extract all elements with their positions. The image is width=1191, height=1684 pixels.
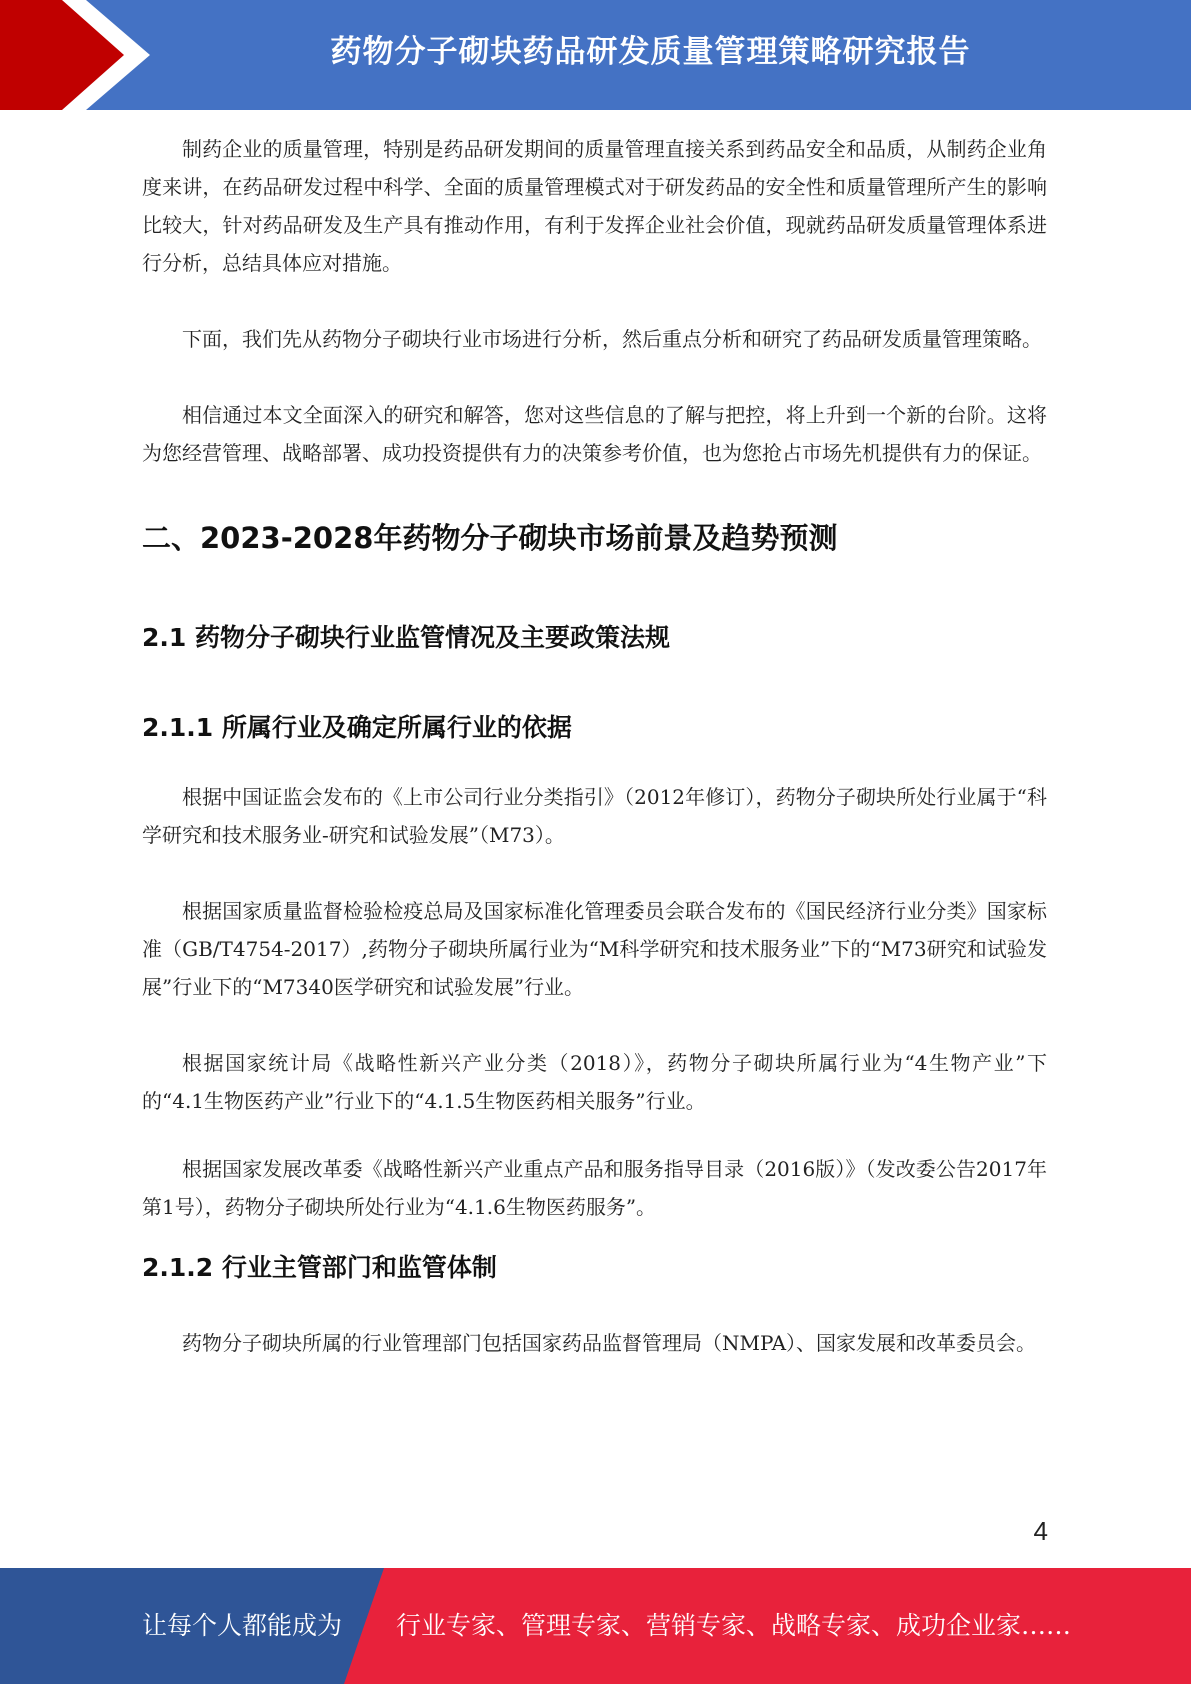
body-paragraph: 根据国家统计局《战略性新兴产业分类（2018）》，药物分子砌块所属行业为“4生物产业”下的“4.1生物医药产业”行业下的“4.1.5生物医药相关服务”行业。 <box>142 1051 1047 1113</box>
page-number: 4 <box>1033 1516 1048 1546</box>
header-chevron-accent <box>0 0 160 110</box>
intro-paragraph: 相信通过本文全面深入的研究和解答，您对这些信息的了解与把控，将上升到一个新的台阶。这将为您经营管理、战略部署、成功投资提供有力的决策参考价值，也为您抢占市场先机提供有力的保证。 <box>142 403 1047 465</box>
report-header <box>0 0 1191 110</box>
footer-slogan-left: 让每个人都能成为 <box>142 1611 343 1640</box>
body-paragraph: 根据国家质量监督检验检疫总局及国家标准化管理委员会联合发布的《国民经济行业分类》国家标准（GB/T4754-2017）,药物分子砌块所属行业为“M科学研究和技术服务业”下的“M73研究和试验发展”行业下的“M7340医学研究和试验发展”行业。 <box>142 899 1047 999</box>
section-heading: 二、2023-2028年药物分子砌块市场前景及趋势预测 <box>142 521 838 555</box>
subsubsection-heading: 2.1.1 所属行业及确定所属行业的依据 <box>142 713 572 742</box>
intro-paragraph: 下面，我们先从药物分子砌块行业市场进行分析，然后重点分析和研究了药品研发质量管理策略。 <box>182 327 1042 351</box>
body-paragraph: 根据中国证监会发布的《上市公司行业分类指引》（2012年修订），药物分子砌块所处行业属于“科学研究和技术服务业-研究和试验发展”（M73）。 <box>142 785 1047 847</box>
intro-paragraph: 制药企业的质量管理，特别是药品研发期间的质量管理直接关系到药品安全和品质，从制药企业角度来讲，在药品研发过程中科学、全面的质量管理模式对于研发药品的安全性和质量管理所产生的影响比较大，针对药品研发及生产具有推动作用，有利于发挥企业社会价值，现就药品研发质量管理体系进行分析，总结具体应对措施。 <box>142 137 1047 275</box>
subsection-heading: 2.1 药物分子砌块行业监管情况及主要政策法规 <box>142 623 670 652</box>
report-title: 药物分子砌块药品研发质量管理策略研究报告 <box>330 34 971 70</box>
footer-slogan-right: 行业专家、管理专家、营销专家、战略专家、成功企业家…… <box>396 1611 1072 1640</box>
body-paragraph: 根据国家发展改革委《战略性新兴产业重点产品和服务指导目录（2016版）》（发改委公告2017年第1号），药物分子砌块所处行业为“4.1.6生物医药服务”。 <box>142 1157 1047 1219</box>
body-paragraph: 药物分子砌块所属的行业管理部门包括国家药品监督管理局（NMPA）、国家发展和改革委员会。 <box>182 1331 1037 1355</box>
report-footer <box>0 1568 1191 1684</box>
page-content <box>142 130 1047 1362</box>
subsubsection-heading: 2.1.2 行业主管部门和监管体制 <box>142 1253 497 1282</box>
